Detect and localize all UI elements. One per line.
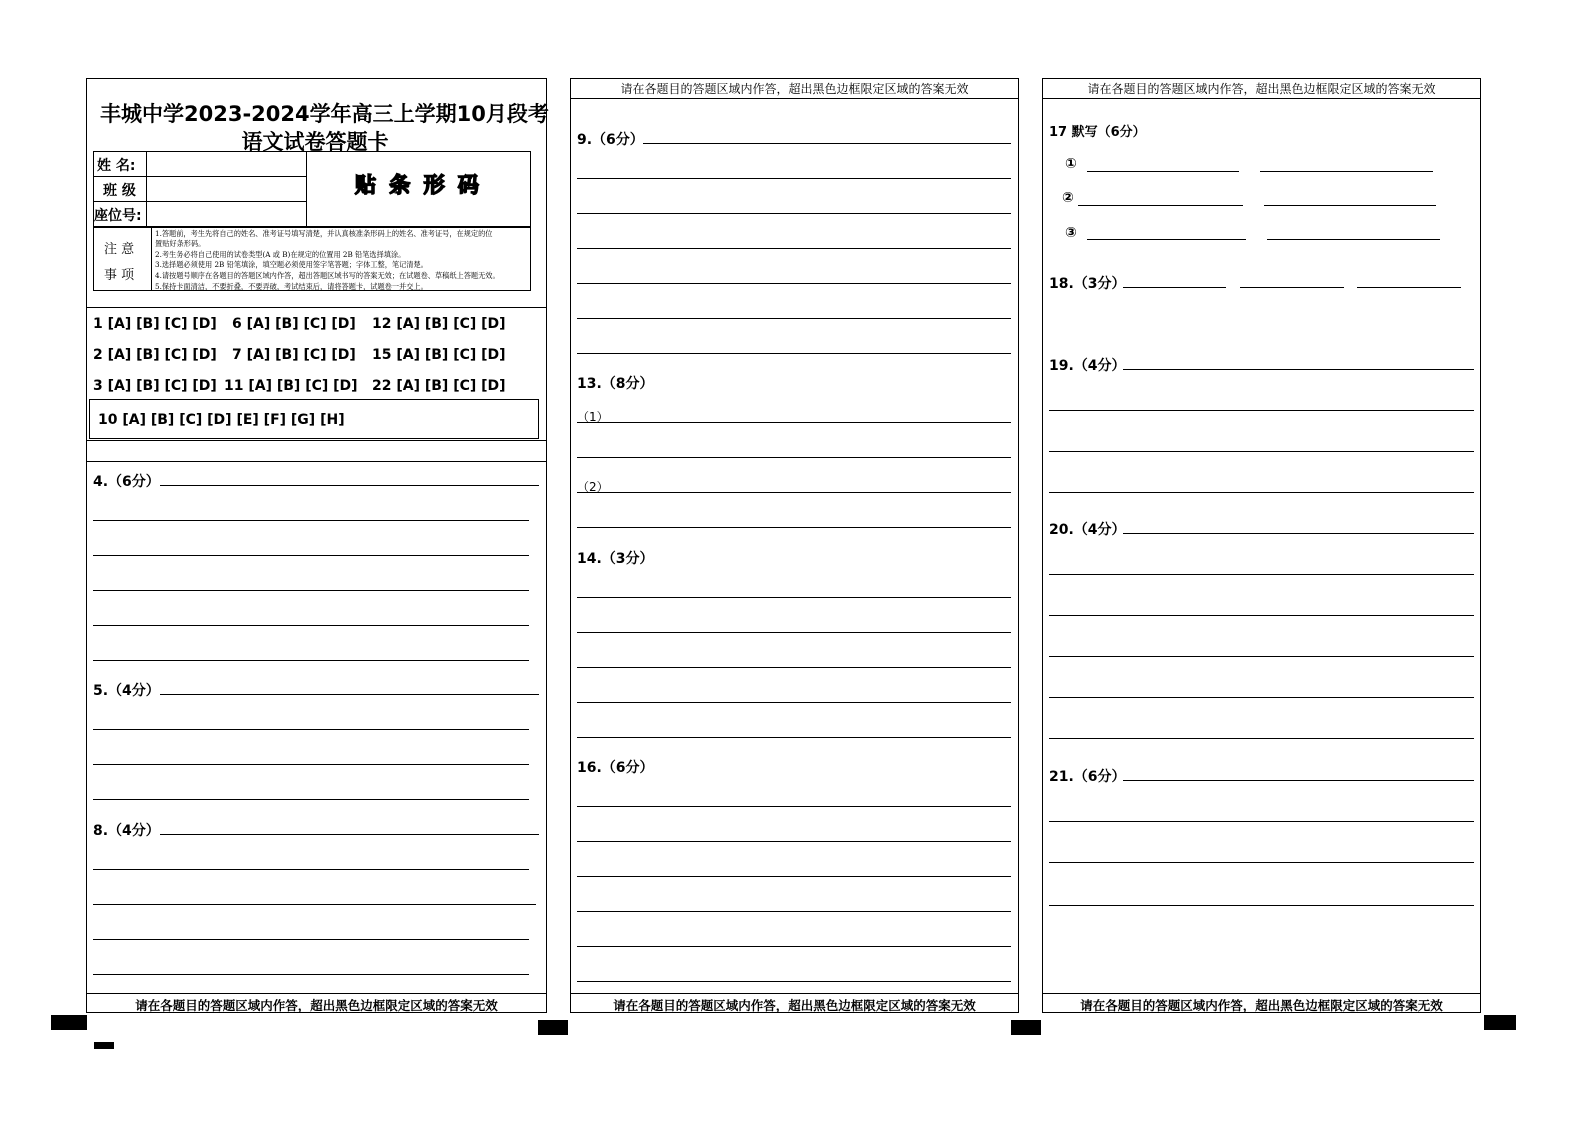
question-19-label: 19.（4分） [1049, 358, 1126, 374]
answer-line[interactable] [1123, 287, 1226, 288]
answer-line[interactable] [577, 597, 1011, 598]
answer-line[interactable] [577, 178, 1011, 179]
choice-q6[interactable]: 6 [A] [B] [C] [D] [232, 316, 356, 332]
answer-line[interactable] [577, 806, 1011, 807]
answer-line[interactable] [577, 737, 1011, 738]
choice-q3[interactable]: 3 [A] [B] [C] [D] [93, 378, 217, 394]
question-14-label: 14.（3分） [577, 551, 654, 567]
name-label: 姓 名: [97, 158, 136, 174]
seat-field[interactable] [147, 202, 305, 225]
warning-header-3: 请在各题目的答题区域内作答，超出黑色边框限定区域的答案无效 [1087, 82, 1436, 96]
answer-line[interactable] [160, 694, 539, 695]
answer-line[interactable] [1123, 369, 1474, 370]
warning-footer-2: 请在各题目的答题区域内作答，超出黑色边框限定区域的答案无效 [613, 998, 976, 1013]
question-17-item-3: ③ [1065, 225, 1077, 241]
answer-line[interactable] [1049, 738, 1474, 739]
answer-line[interactable] [1264, 205, 1436, 206]
answer-line[interactable] [577, 457, 1011, 458]
answer-line[interactable] [1049, 697, 1474, 698]
answer-line[interactable] [93, 590, 529, 591]
alignment-mark [94, 1042, 114, 1049]
answer-line[interactable] [93, 974, 529, 975]
answer-line[interactable] [577, 353, 1011, 354]
choice-q11[interactable]: 11 [A] [B] [C] [D] [224, 378, 358, 394]
answer-line[interactable] [93, 869, 529, 870]
question-13-part-2: （2） [577, 480, 609, 494]
choice-q7[interactable]: 7 [A] [B] [C] [D] [232, 347, 356, 363]
warning-header-2: 请在各题目的答题区域内作答，超出黑色边框限定区域的答案无效 [620, 82, 969, 96]
question-21-label: 21.（6分） [1049, 769, 1126, 785]
choice-q1[interactable]: 1 [A] [B] [C] [D] [93, 316, 217, 332]
answer-line[interactable] [93, 939, 529, 940]
answer-line[interactable] [577, 248, 1011, 249]
answer-line[interactable] [1049, 862, 1474, 863]
notice-label-2: 事 项 [104, 268, 135, 283]
question-18-label: 18.（3分） [1049, 276, 1126, 292]
answer-line[interactable] [577, 667, 1011, 668]
question-17-label: 17 默写（6分） [1049, 125, 1146, 140]
alignment-mark [51, 1015, 87, 1030]
notice-line-6: 5.保持卡面清洁，不要折叠，不要弄破，考试结束后，请将答题卡，试题卷一并交上。 [155, 282, 428, 291]
alignment-mark [1484, 1015, 1516, 1030]
question-13-label: 13.（8分） [577, 376, 654, 392]
choice-q12[interactable]: 12 [A] [B] [C] [D] [372, 316, 506, 332]
answer-line[interactable] [1049, 821, 1474, 822]
answer-line[interactable] [1087, 171, 1239, 172]
answer-line[interactable] [577, 876, 1011, 877]
answer-line[interactable] [577, 911, 1011, 912]
choice-q15[interactable]: 15 [A] [B] [C] [D] [372, 347, 506, 363]
answer-line[interactable] [93, 729, 529, 730]
answer-line[interactable] [577, 283, 1011, 284]
answer-line[interactable] [1049, 615, 1474, 616]
notice-line-1: 1.答题前，考生先将自己的姓名、准考证号填写清楚，并认真核准条形码上的姓名、准考证号，在规定的位 [155, 229, 493, 238]
answer-line[interactable] [1240, 287, 1344, 288]
question-20-label: 20.（4分） [1049, 522, 1126, 538]
answer-line[interactable] [93, 904, 536, 905]
answer-line[interactable] [160, 834, 539, 835]
answer-line[interactable] [1123, 780, 1474, 781]
alignment-mark [538, 1020, 568, 1035]
answer-line[interactable] [577, 841, 1011, 842]
answer-line[interactable] [1049, 656, 1474, 657]
question-9-label: 9.（6分） [577, 132, 644, 148]
question-8-label: 8.（4分） [93, 823, 160, 839]
notice-line-5: 4.请按题号顺序在各题目的答题区域内作答，超出答题区域书写的答案无效；在试题卷、草稿纸上答题无效。 [155, 271, 500, 280]
answer-line[interactable] [93, 520, 529, 521]
answer-line[interactable] [1049, 905, 1474, 906]
barcode-label: 贴 条 形 码 [355, 173, 482, 197]
page-title: 丰城中学2023-2024学年高三上学期10月段考 [100, 102, 549, 126]
choice-q10[interactable]: 10 [A] [B] [C] [D] [E] [F] [G] [H] [98, 412, 345, 428]
answer-line[interactable] [1123, 533, 1474, 534]
answer-line[interactable] [1357, 287, 1461, 288]
answer-line[interactable] [1267, 239, 1440, 240]
answer-line[interactable] [93, 625, 529, 626]
answer-line[interactable] [1049, 451, 1474, 452]
question-16-label: 16.（6分） [577, 760, 654, 776]
answer-line[interactable] [1049, 574, 1474, 575]
answer-line[interactable] [93, 660, 529, 661]
name-field[interactable] [147, 152, 305, 175]
answer-line[interactable] [577, 632, 1011, 633]
answer-line[interactable] [577, 527, 1011, 528]
answer-line[interactable] [1049, 410, 1474, 411]
notice-line-3: 2.考生务必将自己使用的试卷类型(A 或 B)在规定的位置用 2B 铅笔选择填涂。 [155, 250, 406, 259]
notice-line-4: 3.选择题必须使用 2B 铅笔填涂，填空题必须使用签字笔答题；字体工整，笔记清楚。 [155, 260, 428, 269]
answer-line[interactable] [1087, 239, 1246, 240]
question-17-item-1: ① [1065, 156, 1077, 172]
answer-line[interactable] [93, 799, 529, 800]
answer-line[interactable] [93, 555, 529, 556]
answer-line[interactable] [93, 764, 529, 765]
answer-line[interactable] [577, 981, 1011, 982]
question-13-part-1: （1） [577, 410, 609, 424]
seat-label: 座位号: [94, 208, 142, 224]
answer-line[interactable] [643, 143, 1011, 144]
class-field[interactable] [147, 177, 305, 200]
answer-line[interactable] [577, 946, 1011, 947]
notice-label-1: 注 意 [104, 242, 135, 257]
notice-line-2: 置贴好条形码。 [155, 239, 206, 248]
answer-line[interactable] [577, 422, 1011, 423]
question-5-label: 5.（4分） [93, 683, 160, 699]
answer-line[interactable] [160, 485, 539, 486]
warning-footer-1: 请在各题目的答题区域内作答，超出黑色边框限定区域的答案无效 [135, 998, 498, 1013]
answer-line[interactable] [577, 318, 1011, 319]
class-label: 班 级 [103, 183, 136, 199]
answer-line[interactable] [577, 492, 1011, 493]
answer-line[interactable] [1078, 205, 1243, 206]
column-3 [1042, 78, 1481, 1013]
choice-q2[interactable]: 2 [A] [B] [C] [D] [93, 347, 217, 363]
answer-line[interactable] [1260, 171, 1433, 172]
question-4-label: 4.（6分） [93, 474, 160, 490]
page-subtitle: 语文试卷答题卡 [241, 130, 389, 154]
column-2 [570, 78, 1019, 1013]
choice-q22[interactable]: 22 [A] [B] [C] [D] [372, 378, 506, 394]
answer-line[interactable] [577, 213, 1011, 214]
answer-line[interactable] [1049, 492, 1474, 493]
answer-line[interactable] [577, 702, 1011, 703]
warning-footer-3: 请在各题目的答题区域内作答，超出黑色边框限定区域的答案无效 [1080, 998, 1443, 1013]
alignment-mark [1011, 1020, 1041, 1035]
question-17-item-2: ② [1062, 190, 1074, 206]
